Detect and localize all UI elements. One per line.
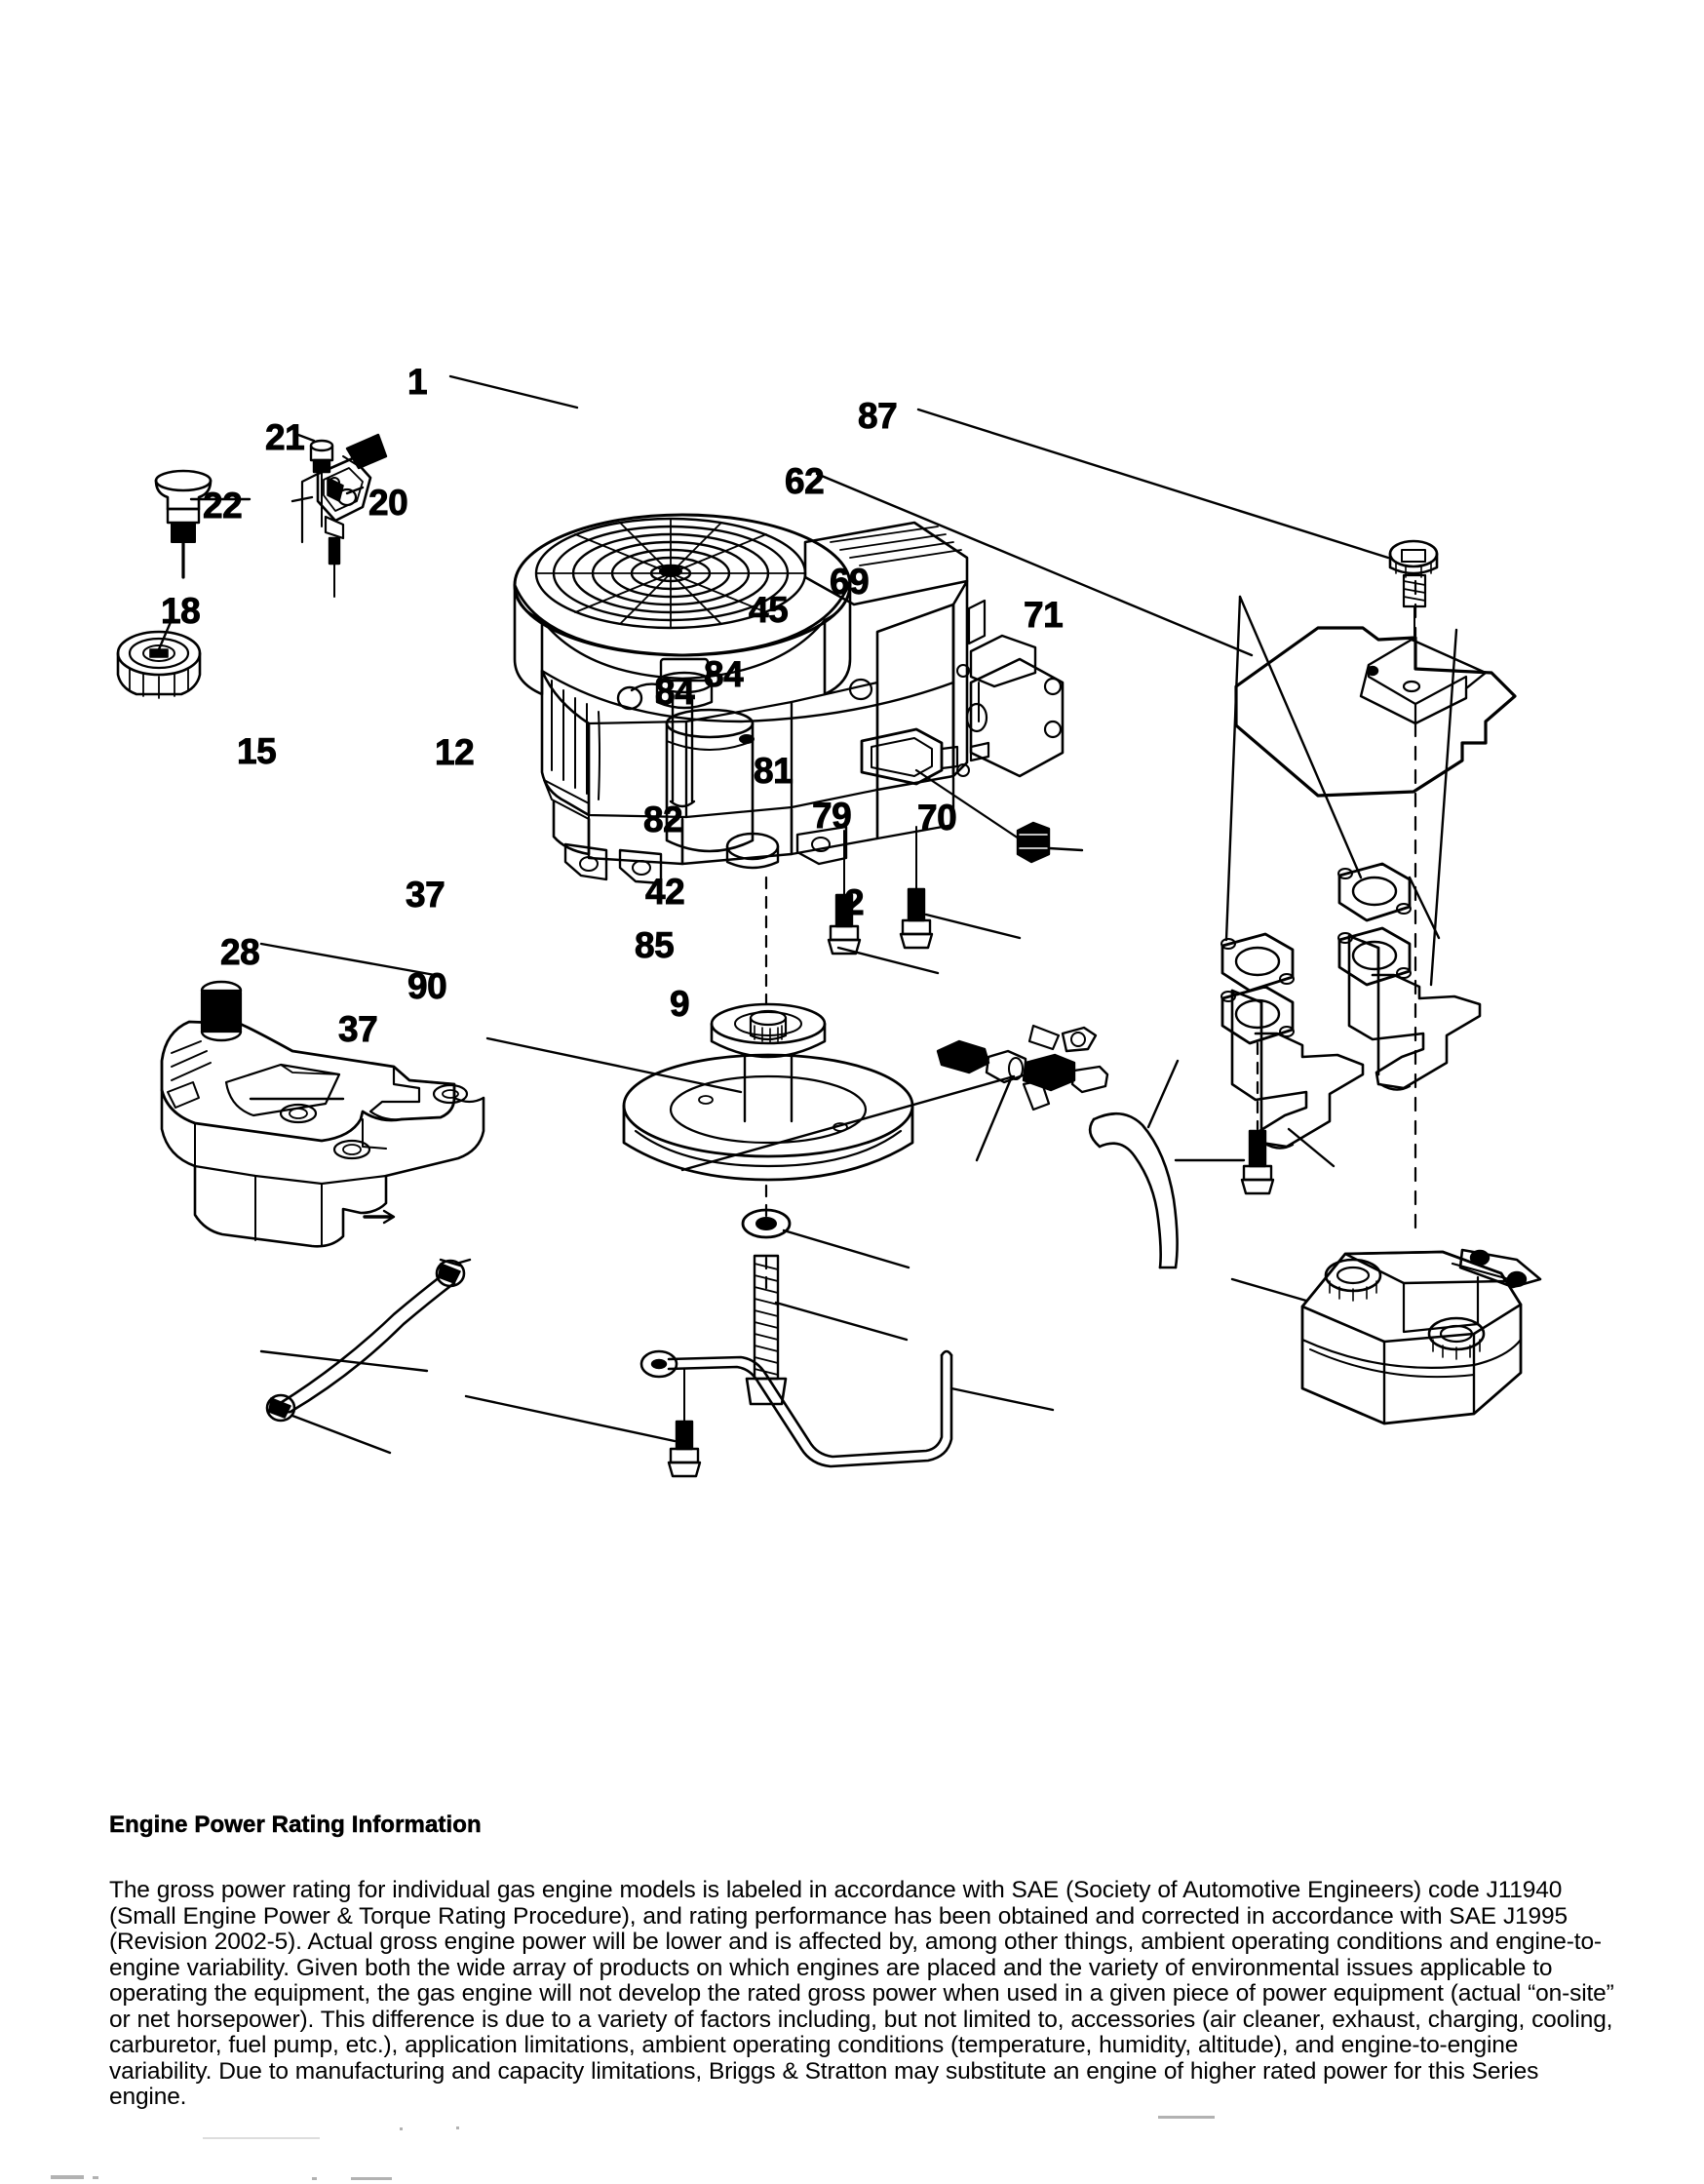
callout-42: 42 [645,872,685,912]
scan-artifact [400,2127,403,2130]
callout-22: 22 [203,486,243,526]
scan-artifact [351,2177,392,2180]
scan-artifact [203,2137,320,2139]
part-79-bolt [1242,1131,1273,1193]
part-69-gaskets [1221,864,1411,1043]
leader-2 [1232,1279,1306,1301]
callout-20: 20 [368,483,408,523]
rating-body-text: The gross power rating for individual gas engine models is labeled in accordance with SAE (Society of Automotive Engineers) code J11940 (Small Engine Power & Torque Rating Procedure), and rating performance has been obtained and corrected in accordance with SAE J1995 (Revision 2002-5). Actual gross engine power will be lower and is affected by, among other things, ambient operating conditions and engine-to-engine variability. Given both the wide array of products on which engines are placed and the variety of environmental issues applicable to operating the equipment, the gas engine will not develop the rated gross power when used in a given piece of power equipment (actual “on-site” or net horsepower). This difference is due to a variety of factors including, but not limited to, accessories (air cleaner, exhaust, charging, cooling, carburetor, fuel pump, etc.), application limitations, ambient operating conditions (temperature, humidity, altitude), and engine-to-engine variability. Due to manufacturing and capacity limitations, Briggs & Stratton may substitute an engine of higher rated power for this Series engine. [109,1877,1614,2110]
rating-heading: Engine Power Rating Information [109,1812,482,1838]
leader-85 [776,1303,907,1340]
callout-84-right: 84 [704,654,744,694]
part-81-fuel-hose [1090,1113,1177,1268]
callout-87: 87 [858,396,898,436]
part-85-screw [747,1256,786,1404]
leader-28 [261,1351,427,1371]
callout-45: 45 [749,590,789,630]
leader-82b [977,1076,1012,1160]
callout-85: 85 [635,925,675,965]
leader-84-right [926,915,1020,938]
scan-artifact [456,2126,459,2129]
leader-87 [918,410,1388,558]
callout-90: 90 [407,966,447,1006]
part-90-screw [669,1369,700,1476]
callout-37-lower: 37 [338,1009,378,1049]
part-12-pulley [624,1004,912,1180]
callout-70: 70 [917,798,957,838]
callout-28: 28 [220,932,260,972]
part-62-heat-shield [1236,628,1515,796]
callout-15: 15 [237,731,277,771]
scan-artifact [93,2176,98,2179]
leader-12 [487,1038,741,1092]
part-2-muffler [1302,1250,1540,1424]
scan-artifact [312,2177,317,2180]
scan-artifact [1158,2116,1215,2119]
engine-block-illustration [515,515,1063,883]
leader-90 [466,1396,675,1441]
leader-81 [1148,1061,1178,1127]
part-45-nut [1018,823,1049,862]
leader-70 [1289,1129,1334,1166]
part-37-hose-clamp-lower [267,1395,294,1421]
callout-1: 1 [407,362,428,402]
part-15-fuel-tank [162,982,484,1246]
callout-84-left: 84 [655,672,695,712]
callout-12: 12 [435,732,475,772]
leader-9 [951,1388,1053,1410]
callout-9: 9 [670,984,690,1024]
part-87-screw [1390,541,1437,636]
leader-45 [1049,848,1082,850]
callout-81: 81 [754,751,794,791]
callout-82: 82 [643,800,683,839]
part-82-fuel-pump-valve [938,1026,1107,1110]
scan-artifact [51,2175,84,2179]
callout-37-upper: 37 [406,875,445,915]
part-28-fuel-line [279,1273,454,1412]
part-18-fuel-cap [118,632,200,698]
callout-71: 71 [1024,595,1064,635]
callout-21: 21 [265,417,305,457]
leader-84-left [838,948,938,973]
callout-62: 62 [785,461,825,501]
callout-2: 2 [844,882,865,922]
callout-69: 69 [830,562,870,602]
part-84-bolt-right [901,827,932,948]
callout-79: 79 [812,796,852,836]
engine-power-rating-section [109,1812,1614,2111]
leader-37-lower [292,1416,390,1453]
leader-71 [1410,878,1439,938]
leader-1 [450,376,577,408]
leader-42 [784,1230,909,1268]
callout-18: 18 [161,591,201,631]
part-70-intake-pipe [1232,991,1363,1149]
